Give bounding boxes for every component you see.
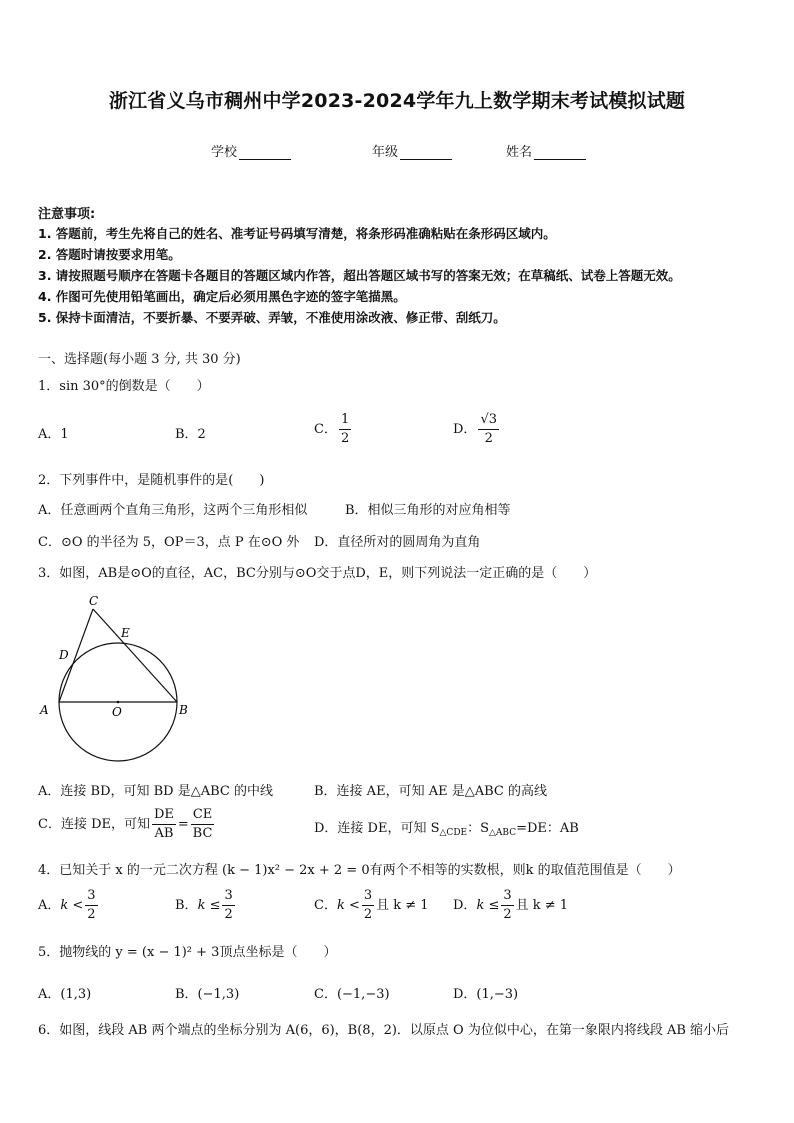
label-o: O [112, 705, 122, 719]
grade-blank [400, 145, 452, 160]
q1-fraction-d: $\frac{√3}{2}$ [480, 412, 497, 446]
name-field[interactable]: 姓名 [506, 141, 586, 160]
section-heading: 一、选择题(每小题 3 分, 共 30 分) [38, 352, 241, 367]
q2-option-a: A．任意画两个直角三角形，这两个三角形相似 [38, 503, 308, 518]
q5-option-c: C．(−1,−3) [314, 987, 390, 1002]
note-item-3: 3. 请按照题号顺序在答题卡各题目的答题区域内作答，超出答题区域书写的答案无效；在草稿纸、试卷上答题无效。 [38, 268, 681, 283]
q5-option-d: D．(1,−3) [453, 987, 519, 1002]
label-c: C [89, 594, 99, 608]
label-d: D [59, 648, 69, 662]
name-blank [534, 145, 586, 160]
q1-stem: 1．sin 30°的倒数是（ ） [38, 379, 210, 394]
label-a: A [40, 703, 49, 717]
note-item-2: 2. 答题时请按要求用笔。 [38, 247, 181, 262]
q3-option-b: B．连接 AE，可知 AE 是△ABC 的高线 [314, 784, 547, 799]
q4-stem: 4．已知关于 x 的一元二次方程 (k − 1)x² − 2x + 2 = 0有两个不相等的实数根，则k 的取值范围值是（ ） [38, 863, 681, 878]
q1-option-d: D． $\frac{√3}{2}$ [453, 412, 497, 446]
q4-fraction-c: $\frac{3}{2}$ [363, 888, 373, 922]
segment-bc [93, 609, 177, 702]
q4-option-c: C．k < $\frac{3}{2}$ 且 k ≠ 1 [314, 888, 429, 922]
q3-stem: 3．如图，AB是⊙O的直径，AC，BC分别与⊙O交于点D，E，则下列说法一定正确的是（ ） [38, 566, 597, 581]
q3-option-a: A．连接 BD，可知 BD 是△ABC 的中线 [38, 784, 273, 799]
note-item-5: 5. 保持卡面清洁，不要折暴、不要弄破、弄皱，不准使用涂改液、修正带、刮纸刀。 [38, 310, 506, 325]
q1-option-c: C． $\frac{1}{2}$ [314, 412, 350, 446]
q1-option-b: B．2 [175, 427, 206, 442]
q4-option-a: A．k < $\frac{3}{2}$ [38, 888, 96, 922]
note-item-1: 1. 答题前，考生先将自己的姓名、准考证号码填写清楚，将条形码准确粘贴在条形码区域内。 [38, 226, 556, 241]
q2-option-c: C．⊙O 的半径为 5，OP＝3，点 P 在⊙O 外 [38, 535, 300, 550]
q3-option-c: C．连接 DE，可知 $\frac{DE}{AB}$ = $\frac{CE}{BC}$ [38, 807, 213, 841]
q3-fraction-ce-bc: $\frac{CE}{BC}$ [192, 807, 213, 841]
q1-fraction-c: $\frac{1}{2}$ [340, 412, 350, 446]
center-point [117, 701, 120, 704]
q3-option-d: D．连接 DE，可知 $S_{\triangle CDE}$：$S_{\triangle ABC}=DE$：AB [314, 821, 579, 838]
label-e: E [121, 626, 130, 640]
q1-option-a: A．1 [38, 427, 69, 442]
q3-fraction-de-ab: $\frac{DE}{AB}$ [154, 807, 174, 841]
q5-stem: 5．抛物线的 y = (x − 1)² + 3顶点坐标是（ ） [38, 945, 337, 960]
label-b: B [179, 703, 188, 717]
q2-option-b: B．相似三角形的对应角相等 [345, 503, 511, 518]
q3-circle-diagram [30, 588, 210, 768]
note-item-4: 4. 作图可先使用铅笔画出，确定后必须用黑色字迹的签字笔描黑。 [38, 289, 406, 304]
q5-option-a: A．(1,3) [38, 987, 92, 1002]
notes-heading: 注意事项: [38, 207, 96, 222]
q4-option-d: D．k ≤ $\frac{3}{2}$ 且 k ≠ 1 [453, 888, 569, 922]
page-title: 浙江省义乌市稠州中学2023-2024学年九上数学期末考试模拟试题 [108, 90, 686, 112]
q4-option-b: B．k ≤ $\frac{3}{2}$ [175, 888, 233, 922]
school-field[interactable]: 学校 [211, 141, 291, 160]
q5-option-b: B．(−1,3) [175, 987, 240, 1002]
q4-fraction-b: $\frac{3}{2}$ [224, 888, 233, 922]
q4-fraction-a: $\frac{3}{2}$ [87, 888, 96, 922]
q2-option-d: D．直径所对的圆周角为直角 [314, 535, 481, 550]
school-blank [239, 145, 291, 160]
q2-stem: 2．下列事件中，是随机事件的是( ) [38, 473, 265, 488]
grade-field[interactable]: 年级 [372, 141, 452, 160]
q6-stem: 6．如图，线段 AB 两个端点的坐标分别为 A(6，6)，B(8，2)．以原点 O 为位似中心，在第一象限内将线段 AB 缩小后 [38, 1023, 730, 1038]
q4-fraction-d: $\frac{3}{2}$ [503, 888, 512, 922]
